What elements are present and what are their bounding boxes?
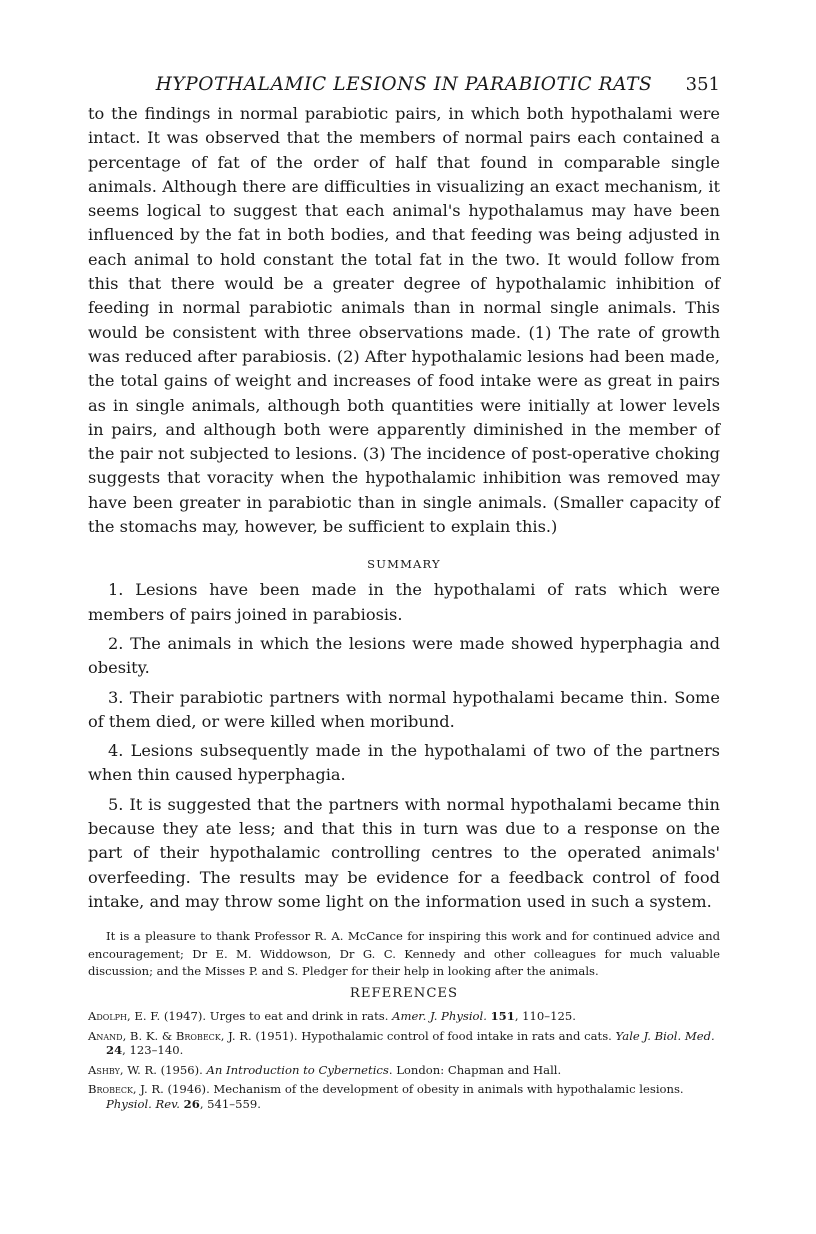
summary-item: 5. It is suggested that the partners with normal hypothalami became thin because they ate less; and that this in turn was due to a response on the part of their hypothalamic controlling centres to the operated animals' overfeeding. The results may be evidence for a feedback control of food intake, and may throw some light on the information used in such a system. xyxy=(88,794,720,911)
reference-item xyxy=(88,1063,720,1078)
reference-details: (1956). xyxy=(156,1062,207,1077)
reference-pages: , 123–140. xyxy=(122,1043,184,1058)
reference-list xyxy=(88,1009,720,1112)
reference-details: (1946). Mechanism of the development of obesity in animals with hypothalamic lesions. xyxy=(163,1082,684,1097)
reference-volume: 26 xyxy=(183,1096,200,1111)
reference-item xyxy=(88,1009,720,1024)
reference-author: Ashby, W. R. xyxy=(88,1062,157,1077)
reference-item xyxy=(88,1082,720,1111)
reference-pages: , 110–125. xyxy=(514,1008,576,1023)
body-paragraph: to the findings in normal parabiotic pairs, in which both hypothalami were intact. It was observed that the members of normal pairs each contained a percentage of fat of the order of half that found in comparable single animals. Although there are difficulties in visualizing an exact mechanism, it seems logical to suggest that each animal's hypothalamus may have been influenced by the fat in both bodies, and that feeding was being adjusted in each animal to hold constant the total fat in the two. It would follow from this that there would be a greater degree of hypothalamic inhibition of feeding in normal parabiotic animals than in normal single animals. This would be consistent with three observations made. (1) The rate of growth was reduced after parabiosis. (2) After hypothalamic lesions had been made, the total gains of weight and increases of food intake were as great in pairs as in single animals, although both quantities were initially at lower levels in pairs, and although both were apparently diminished in the member of the pair not subjected to lesions. (3) The incidence of post-operative choking suggests that voracity when the hypothalamic inhibition was removed may have been greater in parabiotic than in single animals. (Smaller capacity of the stomachs may, however, be sufficient to explain this.) xyxy=(88,104,720,537)
summary-item: 2. The animals in which the lesions were made showed hyperphagia and obesity. xyxy=(88,633,720,678)
reference-item xyxy=(88,1029,720,1058)
summary-item: 1. Lesions have been made in the hypothalami of rats which were members of pairs joined in parabiosis. xyxy=(88,580,720,624)
reference-volume: 24 xyxy=(106,1043,123,1058)
reference-journal: Physiol. Rev. xyxy=(106,1096,180,1111)
reference-pages: , 541–559. xyxy=(199,1096,261,1111)
running-title: HYPOTHALAMIC LESIONS IN PARABIOTIC RATS xyxy=(155,74,653,95)
summary-heading: SUMMARY xyxy=(367,557,441,572)
summary-list xyxy=(88,578,720,914)
acknowledgement: It is a pleasure to thank Professor R. A. McCance for inspiring this work and for continued advice and encouragement; Dr E. M. Widdowson, Dr G. C. Kennedy and other colleagues for much valuable discussion; and the Misses P. and S. Pledger for their help in looking after the animals. xyxy=(88,929,720,979)
reference-author: Adolph, E. F. xyxy=(88,1008,161,1023)
journal-page xyxy=(88,70,720,1117)
reference-volume: 151 xyxy=(490,1008,515,1023)
reference-journal: Yale J. Biol. Med. xyxy=(615,1028,715,1043)
reference-author: Anand, B. K. & Brobeck, J. R. xyxy=(88,1028,252,1043)
page-header xyxy=(88,70,720,100)
reference-author: Brobeck, J. R. xyxy=(88,1082,164,1097)
reference-journal: An Introduction to Cybernetics xyxy=(206,1062,389,1077)
page-number: 351 xyxy=(685,74,720,95)
reference-pages: . London: Chapman and Hall. xyxy=(388,1062,562,1077)
reference-journal: Amer. J. Physiol. xyxy=(392,1008,487,1023)
summary-item: 4. Lesions subsequently made in the hypothalami of two of the partners when thin caused hyperphagia. xyxy=(88,741,720,785)
reference-details: (1947). Urges to eat and drink in rats. xyxy=(160,1008,393,1023)
reference-details: (1951). Hypothalamic control of food intake in rats and cats. xyxy=(251,1028,616,1043)
references-heading: REFERENCES xyxy=(349,985,459,1001)
summary-item: 3. Their parabiotic partners with normal hypothalami became thin. Some of them died, or were killed when moribund. xyxy=(88,687,720,731)
